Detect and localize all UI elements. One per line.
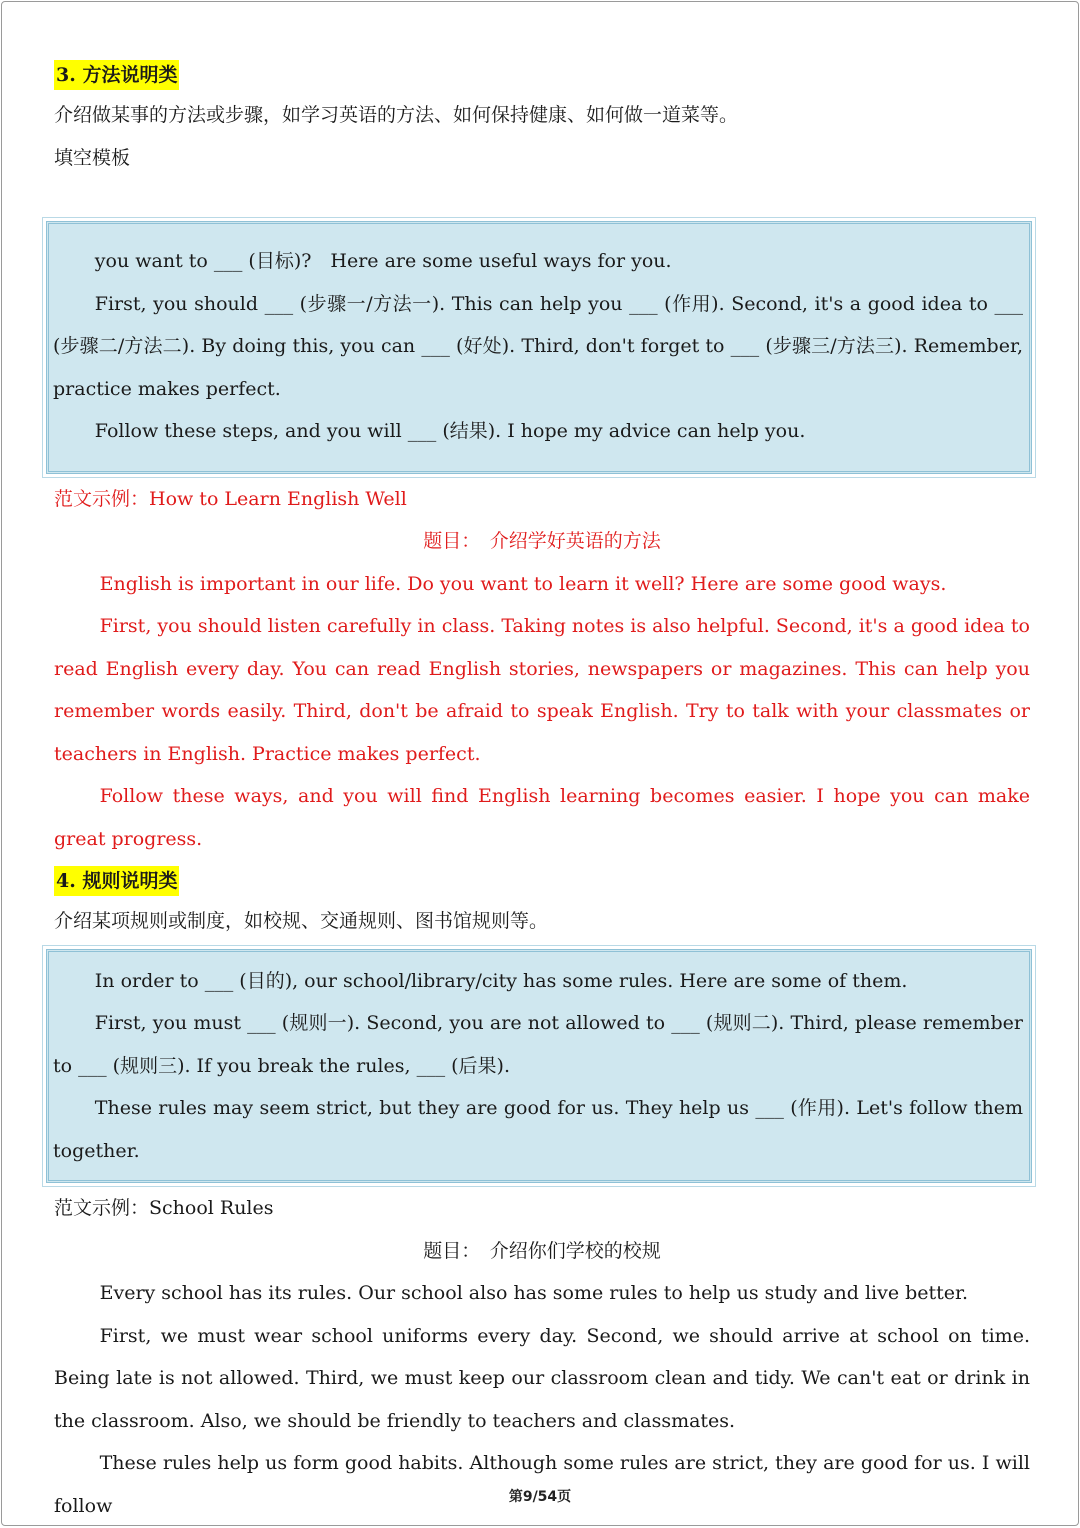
template-paragraph: Follow these steps, and you will ___ (结果). I hope my advice can help you. — [94, 420, 806, 442]
page-number: 第9/54页 — [508, 1489, 572, 1505]
example-paragraph: English is important in our life. Do you want to learn it well? Here are some good ways. — [99, 572, 947, 595]
template-paragraph: First, you must ___ (规则一). Second, you are not allowed to ___ (规则二). Third, please remember to ___ (规则三). If you break the rules, ___ (后果). — [53, 1012, 1023, 1077]
section-3-example-label: 范文示例：How to Learn English Well — [54, 487, 407, 510]
section-4-example-title: 题目： 介绍你们学校的校规 — [423, 1239, 661, 1262]
section-4-template-box — [46, 949, 1032, 1184]
section-4-intro: 介绍某项规则或制度，如校规、交通规则、图书馆规则等。 — [54, 910, 549, 932]
example-paragraph: These rules help us form good habits. Although some rules are strict, they are good for us. I will follow — [54, 1452, 1030, 1517]
section-3-heading: 3. 方法说明类 — [54, 60, 179, 90]
section-3-example-title: 题目： 介绍学好英语的方法 — [423, 530, 661, 552]
template-paragraph: In order to ___ (目的), our school/library/city has some rules. Here are some of them. — [94, 969, 908, 992]
section-3-intro: 介绍做某事的方法或步骤，如学习英语的方法、如何保持健康、如何做一道菜等。 — [54, 104, 739, 126]
example-paragraph: First, you should listen carefully in class. Taking notes is also helpful. Second, it's a good idea to read English every day. You can read English stories, newspapers or magazines. This can help you remember words easily. Third, don't be afraid to speak English. Try to talk with your classmates or teachers in English. Practice makes perfect. — [54, 615, 1030, 765]
template-paragraph: you want to ___ (目标)? Here are some useful ways for you. — [94, 250, 672, 272]
section-4-example-label: 范文示例：School Rules — [54, 1197, 274, 1219]
page-content — [54, 54, 1030, 1526]
template-paragraph: These rules may seem strict, but they are good for us. They help us ___ (作用). Let's follow them together. — [53, 1097, 1023, 1162]
template-paragraph: First, you should ___ (步骤一/方法一). This can help you ___ (作用). Second, it's a good idea to ___ (步骤二/方法二). By doing this, you can ___ (好处). Third, don't forget to ___ (步骤三/方法三). Remember, practice makes perfect. — [53, 292, 1023, 400]
example-paragraph: Every school has its rules. Our school also has some rules to help us study and live better. — [99, 1282, 969, 1304]
section-4-heading: 4. 规则说明类 — [54, 866, 179, 896]
example-paragraph: Follow these ways, and you will find English learning becomes easier. I hope you can make great progress. — [54, 785, 1030, 850]
section-3-template-label: 填空模板 — [54, 146, 131, 169]
example-paragraph: First, we must wear school uniforms every day. Second, we should arrive at school on time. Being late is not allowed. Third, we must keep our classroom clean and tidy. We can't eat or drink in the classroom. Also, we should be friendly to teachers and classmates. — [54, 1324, 1030, 1432]
section-3-template-box — [46, 221, 1032, 474]
document-page — [1, 1, 1079, 1526]
